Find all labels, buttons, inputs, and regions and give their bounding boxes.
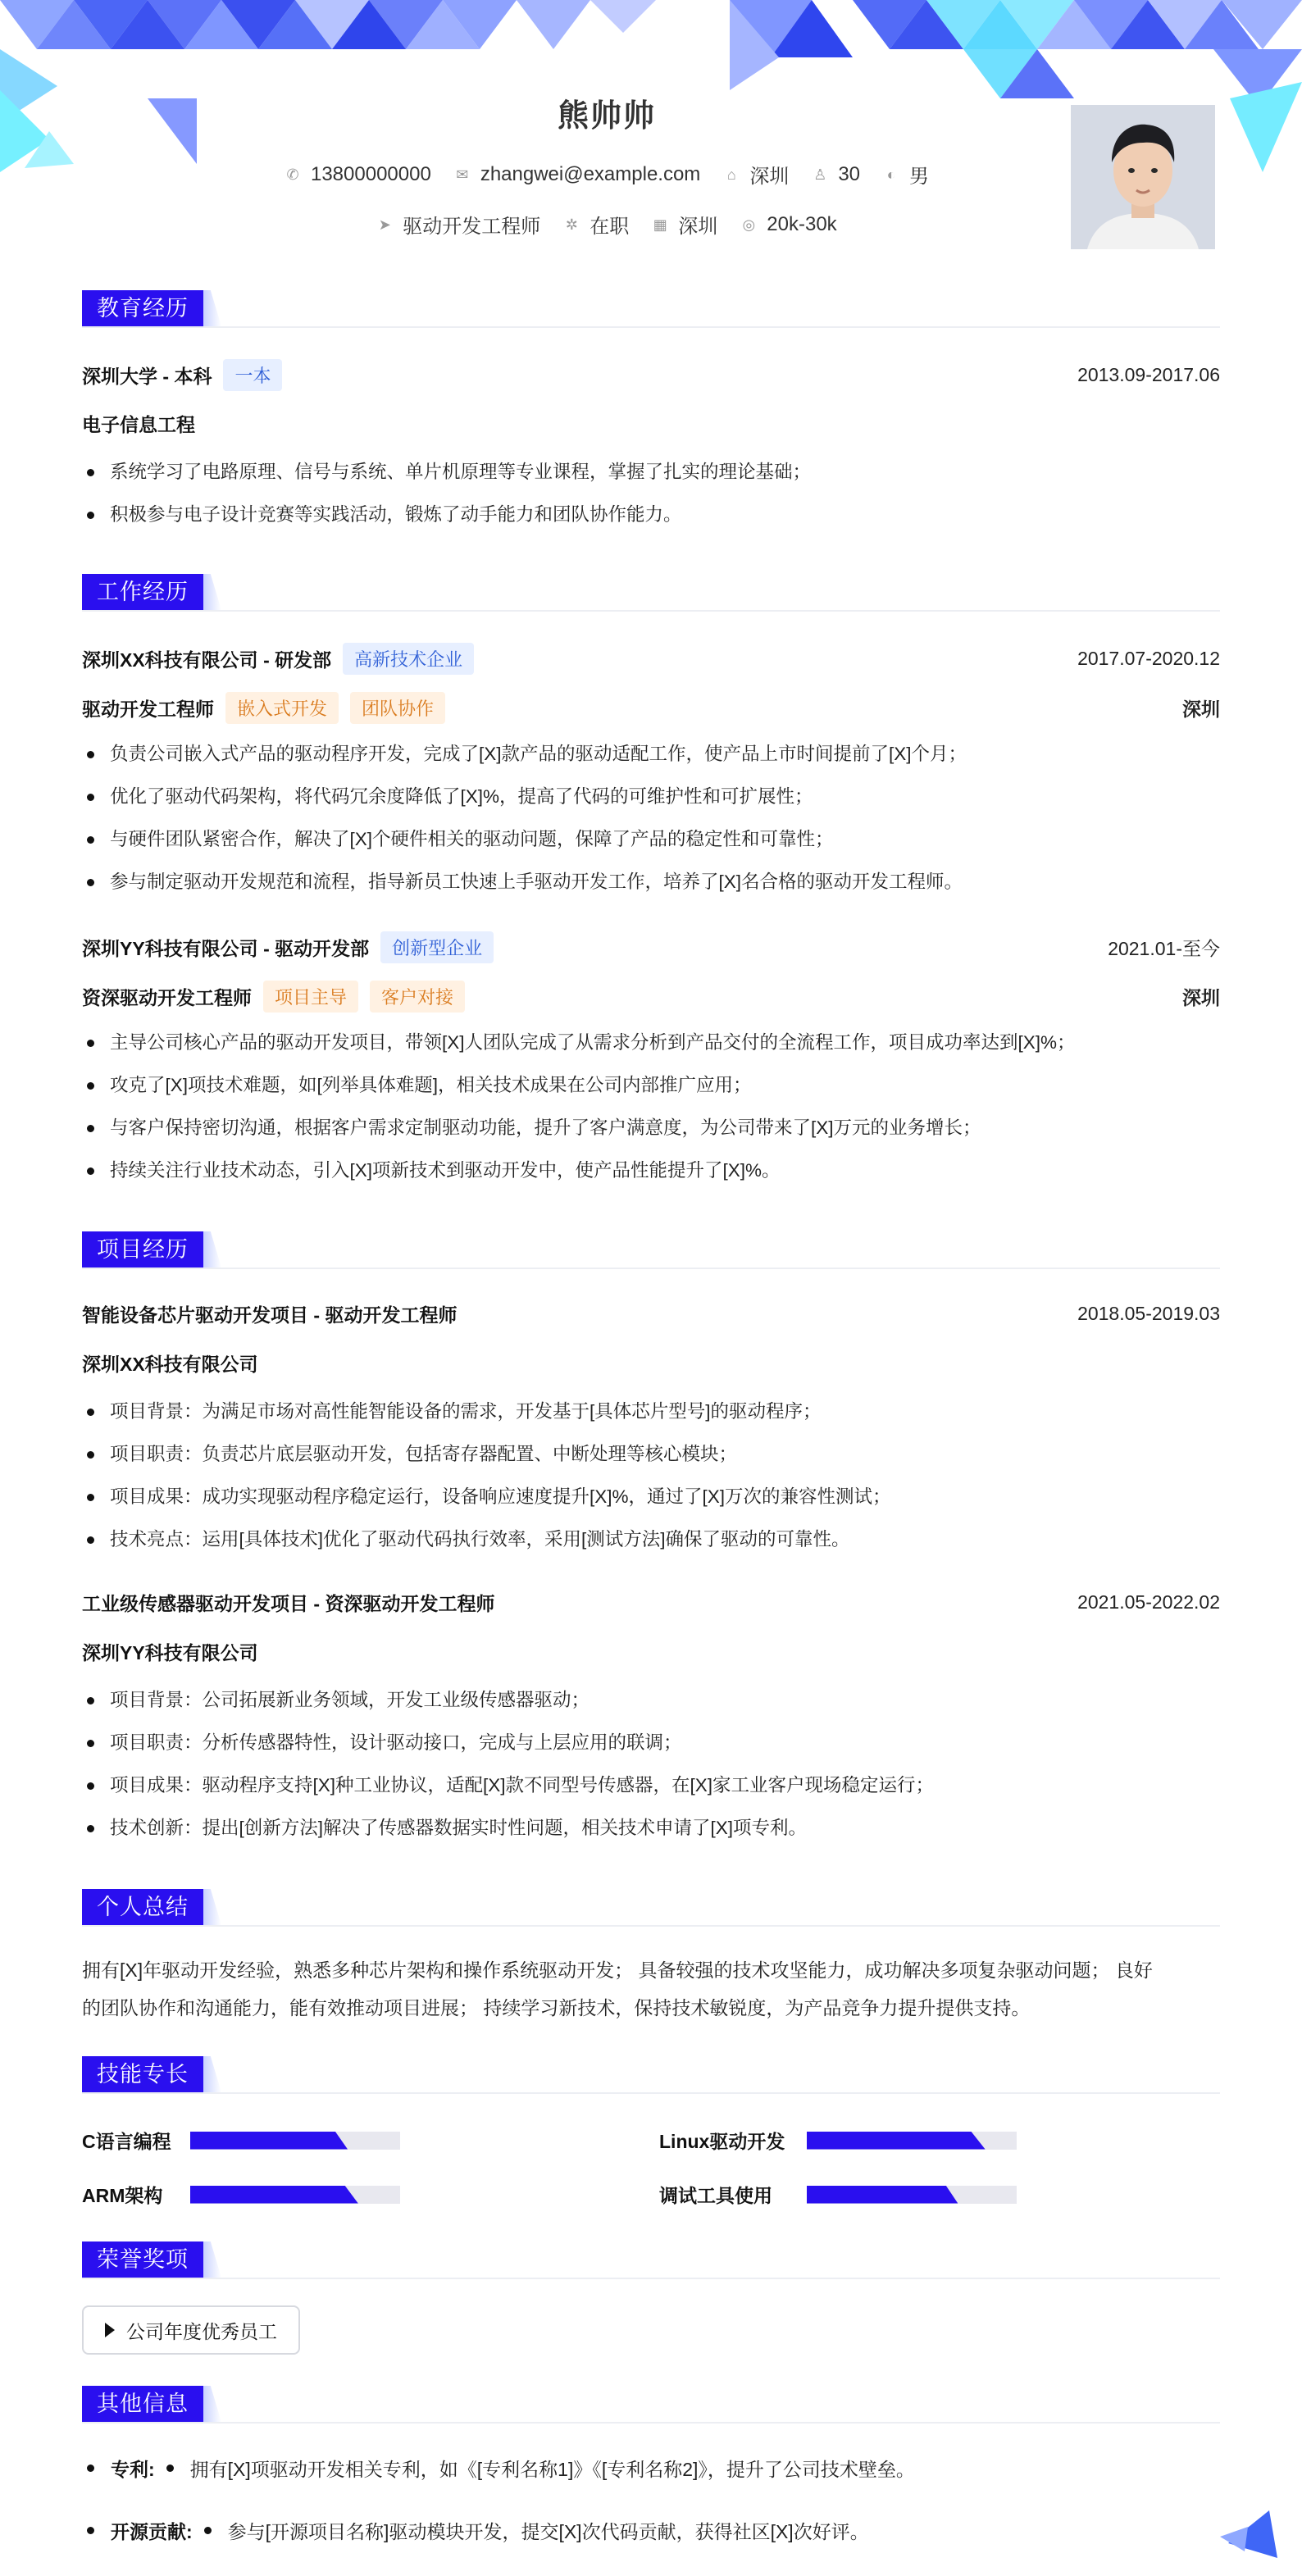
- role-title: 资深驱动开发工程师: [82, 987, 252, 1008]
- phone-item: [285, 163, 431, 186]
- status-icon: ✲: [565, 216, 578, 233]
- section-divider: [82, 326, 1220, 328]
- list-item: 技术创新：提出[创新方法]解决了传感器数据实时性问题，相关技术申请了[X]项专利。: [82, 1807, 1220, 1850]
- work-entry-2-header: [82, 931, 1220, 963]
- bullet-dot: [166, 2464, 174, 2472]
- list-item: 技术亮点：运用[具体技术]优化了驱动代码执行效率，采用[测试方法]确保了驱动的可靠性。: [82, 1518, 1220, 1561]
- company-name: 深圳YY科技有限公司 - 驱动开发部: [82, 938, 370, 959]
- phone-icon: ✆: [286, 166, 299, 183]
- list-item: 负责公司嵌入式产品的驱动程序开发，完成了[X]款产品的驱动适配工作，使产品上市时间提前了[X]个月；: [82, 733, 1220, 776]
- skill-name: Linux驱动开发: [659, 2131, 785, 2152]
- project-title: 工业级传感器驱动开发项目 - 资深驱动开发工程师: [82, 1593, 495, 1614]
- honor-label: 公司年度优秀员工: [126, 2320, 277, 2342]
- bullet-dot: [87, 2464, 94, 2472]
- work-date: 2021.01-至今: [1108, 938, 1220, 959]
- company-name: 深圳XX科技有限公司 - 研发部: [82, 649, 332, 671]
- work-date: 2017.07-2020.12: [1077, 648, 1220, 669]
- school-badge: 一本: [223, 359, 282, 391]
- status-text: 在职: [590, 216, 630, 238]
- project-date: 2021.05-2022.02: [1077, 1591, 1220, 1613]
- list-item: 持续关注行业技术动态，引入[X]项新技术到驱动开发中，使产品性能提升了[X]%。: [82, 1149, 1220, 1192]
- skill-bar: [807, 2186, 1017, 2204]
- work-location: 深圳: [1182, 699, 1220, 720]
- skill-item: [82, 2127, 400, 2154]
- section-title: 工作经历: [82, 574, 203, 610]
- work-entry-1-bullets: [82, 733, 1220, 903]
- education-entry-header: [82, 359, 1220, 391]
- resume-header: [0, 90, 1213, 239]
- salary-text: 20k-30k: [767, 212, 837, 235]
- work-entry-2-bullets: [82, 1022, 1220, 1192]
- gender-icon: ◐: [886, 166, 896, 183]
- bullet-dot: [204, 2527, 212, 2534]
- section-divider: [82, 1268, 1220, 1269]
- skill-item: [82, 2181, 400, 2208]
- mail-icon: ✉: [456, 166, 469, 183]
- list-item: 项目职责：负责芯片底层驱动开发，包括寄存器配置、中断处理等核心模块；: [82, 1433, 1220, 1476]
- section-title: 个人总结: [82, 1889, 203, 1925]
- skill-bar-fill: [807, 2132, 986, 2150]
- project-2-header: [82, 1589, 1220, 1616]
- list-item: 积极参与电子设计竞赛等实践活动，锻炼了动手能力和团队协作能力。: [82, 494, 1220, 536]
- work-location: 深圳: [1182, 987, 1220, 1008]
- role-badge: 客户对接: [370, 981, 465, 1013]
- list-item: 参与制定驱动开发规范和流程，指导新员工快速上手驱动开发工作，培养了[X]名合格的驱动开发工程师。: [82, 861, 1220, 903]
- project-date: 2018.05-2019.03: [1077, 1303, 1220, 1324]
- city-text: 深圳: [749, 166, 790, 188]
- project-1-header: [82, 1300, 1220, 1327]
- education-bullets: [82, 451, 1220, 536]
- major-name: 电子信息工程: [82, 414, 195, 435]
- other-section-header: [82, 2386, 1220, 2424]
- skills-section-header: [82, 2056, 1220, 2094]
- section-divider: [82, 2092, 1220, 2094]
- education-section-header: [82, 290, 1220, 328]
- section-title: 技能专长: [82, 2056, 203, 2092]
- work-city-item: [652, 210, 717, 239]
- list-item: 项目职责：分析传感器特性，设计驱动接口，完成与上层应用的联调；: [82, 1722, 1220, 1764]
- project-1-bullets: [82, 1390, 1220, 1561]
- work-city-text: 深圳: [678, 216, 718, 238]
- skill-bar: [807, 2132, 1017, 2150]
- send-icon: ➤: [378, 216, 391, 233]
- section-title: 教育经历: [82, 290, 203, 326]
- building-icon: ▦: [653, 216, 667, 233]
- list-item: 系统学习了电路原理、信号与系统、单片机原理等专业课程，掌握了扎实的理论基础；: [82, 451, 1220, 494]
- section-divider: [82, 1925, 1220, 1927]
- project-2-company-row: [82, 1638, 1220, 1665]
- list-item: 主导公司核心产品的驱动开发项目，带领[X]人团队完成了从需求分析到产品交付的全流程工作，项目成功率达到[X]%；: [82, 1022, 1220, 1064]
- gender-item: [883, 160, 929, 189]
- summary-text: [82, 1951, 1220, 2027]
- skill-bar-fill: [807, 2186, 958, 2204]
- project-1-company-row: [82, 1349, 1220, 1377]
- skill-name: 调试工具使用: [659, 2185, 772, 2206]
- honors-section-header: [82, 2241, 1220, 2279]
- role-badge: 项目主导: [263, 981, 358, 1013]
- email-text: zhangwei@example.com: [480, 162, 701, 185]
- list-item: 项目成果：成功实现驱动程序稳定运行，设备响应速度提升[X]%，通过了[X]万次的兼容性测试；: [82, 1476, 1220, 1518]
- role-badge: 嵌入式开发: [225, 692, 339, 724]
- project-company: 深圳YY科技有限公司: [82, 1642, 258, 1663]
- phone-text: 13800000000: [310, 162, 431, 185]
- list-item: 项目背景：为满足市场对高性能智能设备的需求，开发基于[具体芯片型号]的驱动程序；: [82, 1390, 1220, 1433]
- skill-item: [659, 2181, 1017, 2208]
- education-date: 2013.09-2017.06: [1077, 364, 1220, 385]
- email-item: [454, 163, 701, 186]
- section-title: 荣誉奖项: [82, 2241, 203, 2278]
- other-key: 专利:: [111, 2459, 155, 2480]
- project-2-bullets: [82, 1679, 1220, 1850]
- list-item: 优化了驱动代码架构，将代码冗余度降低了[X]%，提高了代码的可维护性和可扩展性；: [82, 776, 1220, 818]
- section-divider: [82, 610, 1220, 612]
- skill-name: C语言编程: [82, 2131, 171, 2152]
- section-divider: [82, 2278, 1220, 2279]
- age-item: [812, 163, 860, 186]
- position-item: [376, 210, 540, 239]
- skill-bar-fill: [190, 2132, 348, 2150]
- projects-section-header: [82, 1231, 1220, 1269]
- candidate-name: 熊帅帅: [557, 99, 656, 134]
- role-badge: 团队协作: [350, 692, 445, 724]
- avatar-portrait-icon: [1071, 105, 1215, 249]
- work-section-header: [82, 574, 1220, 612]
- skill-item: [659, 2127, 1017, 2154]
- contact-line: [0, 160, 1213, 189]
- honor-item[interactable]: [82, 2305, 300, 2355]
- section-divider: [82, 2422, 1220, 2424]
- list-item: 攻克了[X]项技术难题，如[列举具体难题]，相关技术成果在公司内部推广应用；: [82, 1064, 1220, 1107]
- play-triangle-icon: [105, 2323, 115, 2337]
- role-title: 驱动开发工程师: [82, 699, 214, 720]
- company-badge: 高新技术企业: [343, 643, 474, 675]
- age-icon: ♙: [813, 166, 827, 183]
- project-company: 深圳XX科技有限公司: [82, 1354, 258, 1375]
- list-item: 与客户保持密切沟通，根据客户需求定制驱动功能，提升了客户满意度，为公司带来了[X]万元的业务增长；: [82, 1107, 1220, 1149]
- summary-section-header: [82, 1889, 1220, 1927]
- education-major-row: [82, 410, 1220, 437]
- salary-icon: ◎: [742, 216, 756, 233]
- company-badge: 创新型企业: [380, 931, 494, 963]
- other-value: 参与[开源项目名称]驱动模块开发，提交[X]次代码贡献，获得社区[X]次好评。: [227, 2521, 869, 2542]
- corner-decoration: [1220, 2494, 1286, 2560]
- age-text: 30: [838, 162, 861, 185]
- work-entry-1-header: [82, 643, 1220, 675]
- work-entry-1-role: [82, 692, 1220, 724]
- list-item: 项目背景：公司拓展新业务领域，开发工业级传感器驱动；: [82, 1679, 1220, 1722]
- salary-item: [740, 213, 836, 236]
- school-name: 深圳大学 - 本科: [82, 366, 212, 387]
- project-title: 智能设备芯片驱动开发项目 - 驱动开发工程师: [82, 1304, 458, 1326]
- gender-text: 男: [909, 166, 930, 188]
- avatar: [1071, 105, 1215, 249]
- job-intent-line: [0, 210, 1213, 239]
- skill-bar-fill: [190, 2186, 358, 2204]
- section-title: 项目经历: [82, 1231, 203, 1268]
- summary-line: 的团队协作和沟通能力，能有效推动项目进展； 持续学习新技术，保持技术敏锐度，为产品竞争力提升提供支持。: [82, 1997, 1031, 2018]
- section-title: 其他信息: [82, 2386, 203, 2422]
- position-text: 驱动开发工程师: [403, 216, 541, 238]
- home-icon: ⌂: [726, 166, 736, 183]
- other-info-item: [82, 2455, 1220, 2482]
- skill-name: ARM架构: [82, 2185, 163, 2206]
- bullet-dot: [87, 2527, 94, 2534]
- list-item: 与硬件团队紧密合作，解决了[X]个硬件相关的驱动问题，保障了产品的稳定性和可靠性；: [82, 818, 1220, 861]
- other-key: 开源贡献:: [111, 2521, 193, 2542]
- summary-line: 拥有[X]年驱动开发经验，熟悉多种芯片架构和操作系统驱动开发； 具备较强的技术攻坚能力，成功解决多项复杂驱动问题； 良好: [82, 1959, 1153, 1981]
- skill-bar: [190, 2186, 400, 2204]
- other-value: 拥有[X]项驱动开发相关专利，如《[专利名称1]》《[专利名称2]》，提升了公司技术壁垒。: [189, 2459, 915, 2480]
- skill-bar: [190, 2132, 400, 2150]
- work-entry-2-role: [82, 981, 1220, 1013]
- status-item: [563, 210, 629, 239]
- other-info-item: [82, 2517, 1220, 2544]
- city-item: [723, 160, 789, 189]
- list-item: 项目成果：驱动程序支持[X]种工业协议，适配[X]款不同型号传感器，在[X]家工业客户现场稳定运行；: [82, 1764, 1220, 1807]
